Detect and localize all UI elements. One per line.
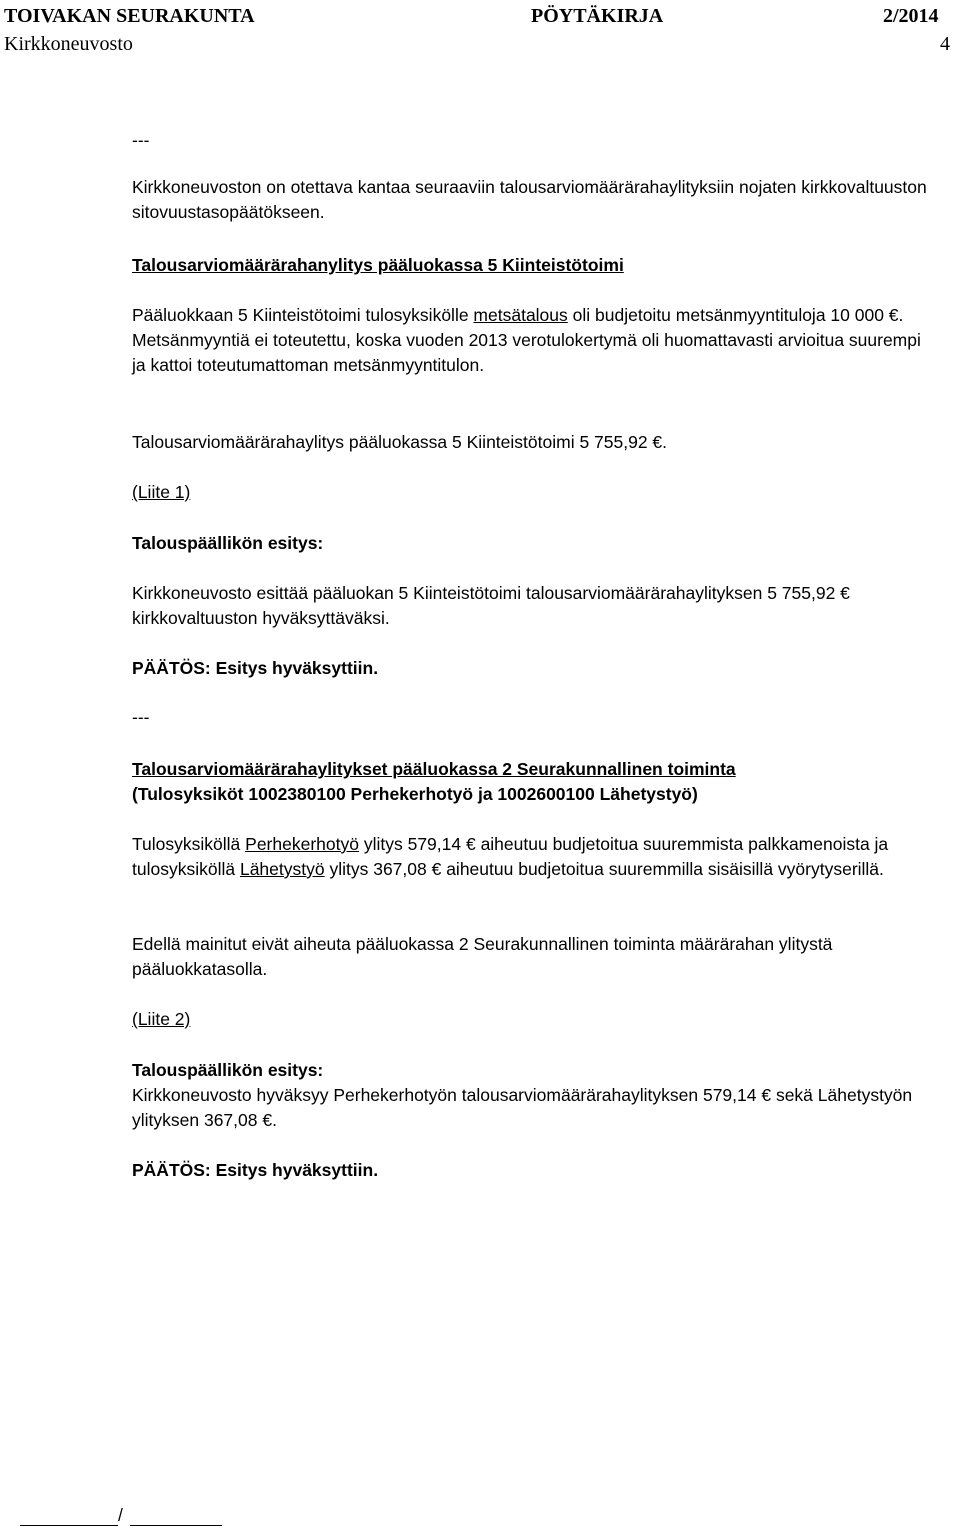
separator-1: --- <box>132 130 150 150</box>
section2-proposal: Kirkkoneuvosto hyväksyy Perhekerhotyön talousarviomäärärahaylityksen 579,14 € sekä Lähetystyön ylityksen 367,08 €. <box>132 1085 913 1130</box>
section2-proposal-heading: Talouspäällikön esitys: <box>132 1060 324 1080</box>
section1-decision: PÄÄTÖS: Esitys hyväksyttiin. <box>132 658 379 678</box>
link-perhekerhotyo[interactable]: Perhekerhotyö <box>245 834 359 854</box>
section2-text-c: ylitys 367,08 € aiheutuu budjetoitua suuremmilla sisäisillä vyörytyserillä. <box>324 859 884 879</box>
organization-name: TOIVAKAN SEURAKUNTA <box>4 5 255 27</box>
page-number: 4 <box>940 33 950 55</box>
link-metsatalous[interactable]: metsätalous <box>473 305 568 325</box>
section2-title: Talousarviomäärärahaylitykset pääluokassa 2 Seurakunnallinen toiminta <box>132 759 736 779</box>
section2-paragraph-2: Edellä mainitut eivät aiheuta pääluokassa 2 Seurakunnallinen toiminta määrärahan ylitystä pääluokkatasolla. <box>132 934 833 979</box>
section1-text-b: oli budjetoitu metsänmyyntituloja 10 000 €. Metsänmyyntiä ei toteutettu, koska vuoden 2013 verotulokertymä oli huomattavasti arvioitua suurempi ja kattoi toteutumattoman metsänmyyntitulon. <box>132 305 926 375</box>
body-name: Kirkkoneuvosto <box>4 33 133 55</box>
section2-subtitle: (Tulosyksiköt 1002380100 Perhekerhotyö ja 1002600100 Lähetystyö) <box>132 784 698 804</box>
separator-2: --- <box>132 707 150 727</box>
link-lahetystyo[interactable]: Lähetystyö <box>239 859 325 879</box>
section1-title: Talousarviomäärärahanylitys pääluokassa 5 Kiinteistötoimi <box>132 255 624 275</box>
section1-paragraph-2: Talousarviomäärärahaylitys pääluokassa 5 Kiinteistötoimi 5 755,92 €. <box>132 432 668 452</box>
signature-line-right <box>130 1525 222 1526</box>
attachment-1-label[interactable]: (Liite 1) <box>132 482 191 502</box>
intro-paragraph: Kirkkoneuvoston on otettava kantaa seuraaviin talousarviomäärärahaylityksiin nojaten kirkkovaltuuston sitovuustasopäätökseen. <box>132 177 927 222</box>
section1-proposal-heading: Talouspäällikön esitys: <box>132 533 324 553</box>
attachment-link-2[interactable] <box>132 1007 932 1032</box>
page-header <box>0 0 960 60</box>
section1-paragraph-1 <box>132 303 932 378</box>
section2-text-b: ylitys 579,14 € aiheutuu budjetoitua suuremmista palkkamenoista ja tulosyksiköllä <box>132 834 894 879</box>
document-type: PÖYTÄKIRJA <box>531 5 664 27</box>
section2-decision: PÄÄTÖS: Esitys hyväksyttiin. <box>132 1160 379 1180</box>
attachment-2-label[interactable]: (Liite 2) <box>132 1009 191 1029</box>
section2-text-a: Tulosyksiköllä <box>132 834 246 854</box>
attachment-link-1[interactable] <box>132 480 932 505</box>
section1-proposal: Kirkkoneuvosto esittää pääluokan 5 Kiinteistötoimi talousarviomäärärahaylityksen 5 755,92 € kirkkovaltuuston hyväksyttäväksi. <box>132 583 850 628</box>
signature-slash: / <box>118 1505 123 1525</box>
document-number: 2/2014 <box>883 5 939 27</box>
signature-line-left <box>20 1525 118 1526</box>
section1-text-a: Pääluokkaan 5 Kiinteistötoimi tulosyksikölle <box>132 305 474 325</box>
section2-paragraph-1 <box>132 832 932 882</box>
